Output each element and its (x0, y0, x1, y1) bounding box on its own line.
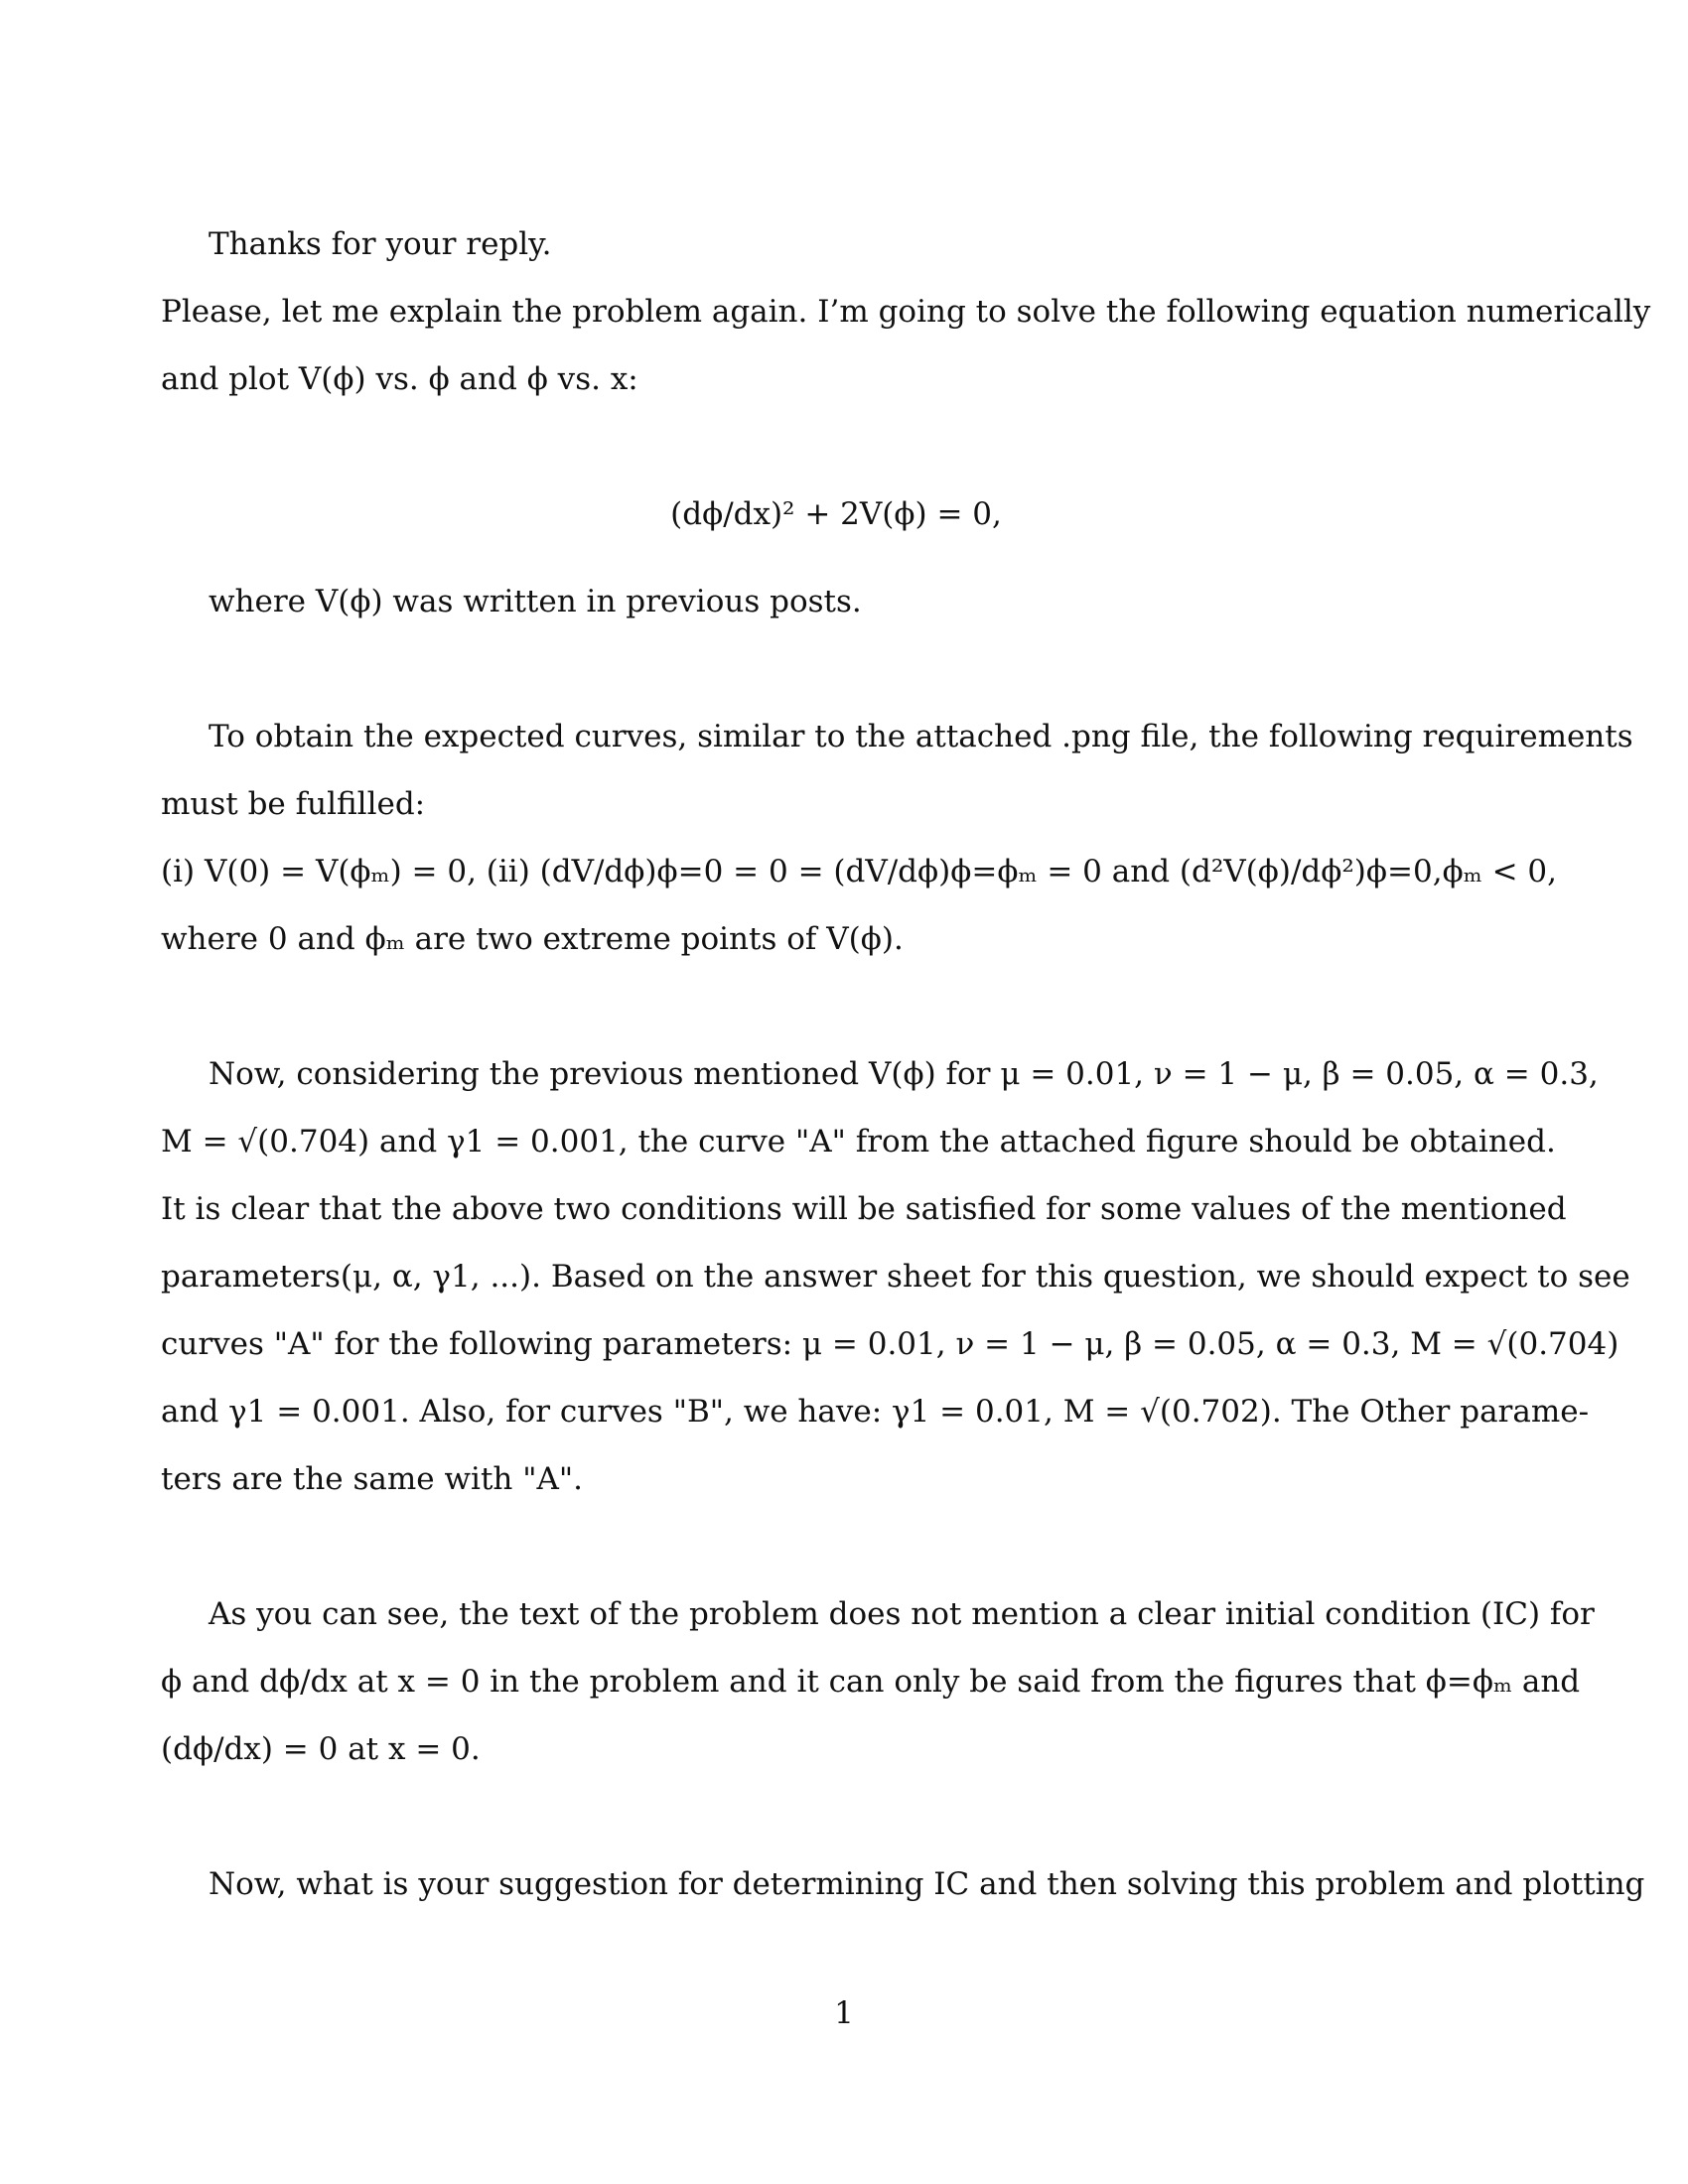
paragraph-parameters-line-5: curves "A" for the following parameters: μ = 0.01, ν = 1 − μ, β = 0.05, α = 0.3, M = √(0.704) (161, 1326, 1619, 1362)
paragraph-requirements-line-2: must be fulfilled: (161, 786, 426, 822)
paragraph-parameters-line-3: It is clear that the above two conditions will be satisfied for some values of the mentioned (161, 1191, 1567, 1227)
paragraph-thanks: Thanks for your reply. (209, 226, 552, 262)
page-number: 1 (834, 1995, 854, 2031)
display-equation: (dϕ/dx)² + 2V(ϕ) = 0, (670, 496, 1002, 532)
paragraph-ic-line-1: As you can see, the text of the problem does not mention a clear initial condition (IC) for (209, 1596, 1595, 1632)
paragraph-ic-line-3: (dϕ/dx) = 0 at x = 0. (161, 1731, 481, 1767)
paragraph-requirements-line-1: To obtain the expected curves, similar to the attached .png file, the following requirements (209, 719, 1633, 754)
paragraph-where: where V(ϕ) was written in previous posts. (209, 584, 862, 619)
paragraph-explain-line-2: and plot V(ϕ) vs. ϕ and ϕ vs. x: (161, 361, 638, 397)
paragraph-ic-line-2: ϕ and dϕ/dx at x = 0 in the problem and it can only be said from the figures that ϕ=ϕₘ and (161, 1664, 1581, 1700)
paragraph-parameters-line-2: M = √(0.704) and γ1 = 0.001, the curve "A" from the attached figure should be obtained. (161, 1124, 1556, 1160)
paragraph-parameters-line-1: Now, considering the previous mentioned V(ϕ) for μ = 0.01, ν = 1 − μ, β = 0.05, α = 0.3, (209, 1056, 1599, 1092)
paragraph-parameters-line-6: and γ1 = 0.001. Also, for curves "B", we have: γ1 = 0.01, M = √(0.702). The Other parame- (161, 1394, 1590, 1430)
paragraph-suggestion: Now, what is your suggestion for determining IC and then solving this problem and plotting (209, 1866, 1645, 1902)
paragraph-parameters-line-4: parameters(μ, α, γ1, ...). Based on the answer sheet for this question, we should expect to see (161, 1259, 1630, 1295)
paragraph-explain-line-1: Please, let me explain the problem again. I’m going to solve the following equation numerically (161, 294, 1651, 330)
paragraph-conditions-line-2: where 0 and ϕₘ are two extreme points of V(ϕ). (161, 921, 904, 957)
paragraph-conditions-line-1: (i) V(0) = V(ϕₘ) = 0, (ii) (dV/dϕ)ϕ=0 = 0 = (dV/dϕ)ϕ=ϕₘ = 0 and (d²V(ϕ)/dϕ²)ϕ=0,ϕₘ < 0, (161, 854, 1557, 889)
paragraph-parameters-line-7: ters are the same with "A". (161, 1461, 583, 1497)
